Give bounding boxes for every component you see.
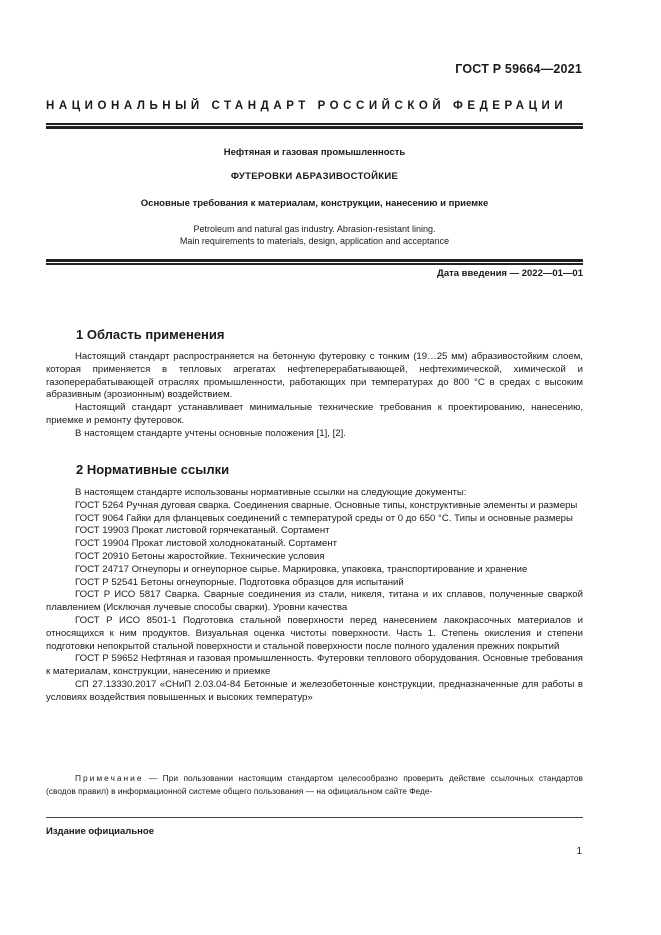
reference-item: ГОСТ 9064 Гайки для фланцевых соединений с температурой среды от 0 до 650 °C. Типы и основные размеры <box>75 512 573 524</box>
document-subtitle: Основные требования к материалам, конструкции, нанесению и приемке <box>140 198 489 209</box>
english-title-line-2: Main requirements to materials, design, application and acceptance <box>179 236 450 246</box>
reference-item: ГОСТ 24717 Огнеупоры и огнеупорное сырье. Маркировка, упаковка, транспортирование и хранение <box>75 563 528 575</box>
note-text: — При пользовании настоящим стандартом целесообразно проверить действие ссылочных стандартов (сводов правил) в информационной системе общего пользования — на официальном сайте Феде- <box>46 773 583 796</box>
english-title <box>46 223 583 247</box>
title-rule-thick <box>46 259 583 262</box>
note-label: Примечание <box>75 773 144 783</box>
reference-item: ГОСТ 19904 Прокат листовой холоднокатаный. Сортамент <box>75 538 338 550</box>
reference-item: ГОСТ 20910 Бетоны жаростойкие. Технические условия <box>75 550 325 562</box>
section-2-body <box>46 487 583 705</box>
footer-rule <box>46 817 583 818</box>
reference-item: ГОСТ 19903 Прокат листовой горячекатаный. Сортамент <box>75 525 330 537</box>
reference-item: ГОСТ Р 52541 Бетоны огнеупорные. Подготовка образцов для испытаний <box>75 576 404 588</box>
national-standard-heading: НАЦИОНАЛЬНЫЙ СТАНДАРТ РОССИЙСКОЙ ФЕДЕРАЦИИ <box>46 100 568 112</box>
industry-line: Нефтяная и газовая промышленность <box>223 147 406 158</box>
document-code: ГОСТ Р 59664—2021 <box>455 62 582 76</box>
paragraph: В настоящем стандарте учтены основные положения [1], [2]. <box>75 427 346 439</box>
header-rule-thick <box>46 126 583 129</box>
section-2-title: 2 Нормативные ссылки <box>76 462 230 477</box>
title-rule <box>46 263 583 265</box>
official-edition-label: Издание официальное <box>46 826 154 837</box>
section-1-body <box>46 351 583 441</box>
reference-item: ГОСТ Р ИСО 8501-1 Подготовка стальной поверхности перед нанесением лакокрасочных материалов и относящихся к ним продуктов. Визуальная оценка чистоты поверхности. Часть 1. Степень окисления и степени подготовки непокрытой стальной поверхности и стальной поверхности после полного удаления прежних покрытий <box>46 614 583 652</box>
section-1-title: 1 Область применения <box>76 327 225 342</box>
paragraph: В настоящем стандарте использованы нормативные ссылки на следующие документы: <box>75 487 467 498</box>
note <box>46 772 583 797</box>
reference-item: ГОСТ Р ИСО 5817 Сварка. Сварные соединения из стали, никеля, титана и их сплавов, полученные сваркой плавлением (Исключая лучевые способы сварки). Уровни качества <box>46 589 583 614</box>
reference-item: СП 27.13330.2017 «СНиП 2.03.04-84 Бетонные и железобетонные конструкции, предназначенные для работы в условиях воздействия повышенных и высоких температур» <box>46 678 583 703</box>
introduction-date: Дата введения — 2022—01—01 <box>437 268 583 279</box>
header-rule <box>46 123 583 125</box>
reference-item: ГОСТ 5264 Ручная дуговая сварка. Соединения сварные. Основные типы, конструктивные элементы и размеры <box>75 499 578 511</box>
paragraph: Настоящий стандарт распространяется на бетонную футеровку с тонким (19…25 мм) абразивостойким слоем, которая применяется в тепловых агрегатах нефтеперерабатывающей, нефтехимической, химической и газоперерабатывающей отраслях промышленности, работающих при температурах до 800 °C в средах с высоким абразивным (эрозионным) воздействием. <box>46 351 583 401</box>
reference-item: ГОСТ Р 59652 Нефтяная и газовая промышленность. Футеровки теплового оборудования. Основные требования к материалам, конструкции, нанесению и приемке <box>46 653 583 678</box>
english-title-line-1: Petroleum and natural gas industry. Abrasion-resistant lining. <box>193 224 436 234</box>
paragraph: Настоящий стандарт устанавливает минимальные технические требования к проектированию, нанесению, приемке и ремонту футеровок. <box>46 402 583 426</box>
page-number: 1 <box>576 846 582 857</box>
document-title: ФУТЕРОВКИ АБРАЗИВОСТОЙКИЕ <box>230 171 399 182</box>
